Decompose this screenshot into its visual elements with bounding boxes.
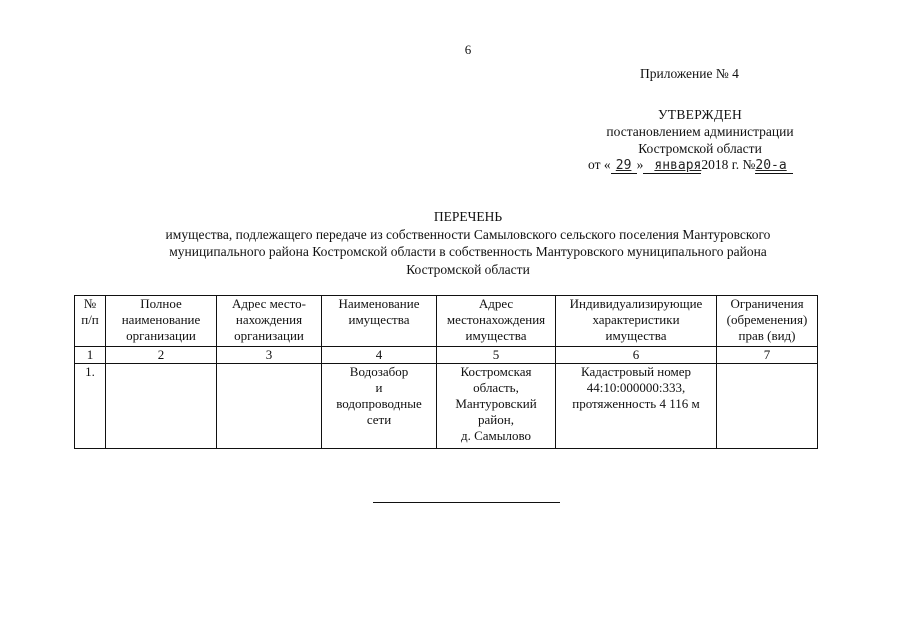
title-line-2: муниципального района Костромской области в собственность Мантуровского муниципального района	[169, 244, 767, 259]
closing-divider	[373, 502, 560, 503]
header-cell	[322, 296, 437, 347]
cell-line: и	[375, 380, 383, 395]
date-prefix: от «	[588, 157, 611, 172]
column-number: 4	[322, 347, 437, 364]
table-cell	[106, 364, 217, 449]
column-number: 6	[556, 347, 717, 364]
approval-line-1: постановлением администрации	[606, 124, 794, 139]
header-line: имущества	[605, 328, 667, 343]
date-month: января	[654, 158, 702, 173]
date-year-number: 2018 г. №	[701, 157, 756, 172]
table-row	[75, 364, 818, 449]
column-number: 7	[717, 347, 818, 364]
approval-line-2: Костромской области	[638, 141, 762, 156]
header-line: имущества	[348, 312, 410, 327]
document-number: 20-а	[755, 158, 787, 173]
header-line: местонахождения	[446, 312, 546, 327]
header-line: организации	[234, 328, 304, 343]
title-line-1: имущества, подлежащего передаче из собственности Самыловского сельского поселения Мантуровского	[165, 226, 771, 242]
approval-block	[560, 106, 840, 157]
table-header-row	[75, 296, 818, 347]
header-line: п/п	[81, 312, 99, 327]
document-title	[60, 208, 876, 278]
title-line-3: Костромской области	[406, 261, 530, 277]
header-cell	[556, 296, 717, 347]
table-cell	[75, 364, 106, 449]
header-line: Наименование	[338, 296, 420, 311]
cell-line: Кадастровый номер	[580, 364, 692, 379]
appendix-label: Приложение № 4	[640, 66, 739, 81]
header-line: Полное	[140, 296, 182, 311]
cell-line: область,	[473, 380, 519, 395]
header-line: (обременения)	[726, 312, 808, 327]
header-line: организации	[126, 328, 196, 343]
date-day-field	[611, 157, 637, 174]
header-cell	[75, 296, 106, 347]
header-line: Адрес	[478, 296, 514, 311]
cell-line: район,	[478, 412, 514, 427]
approval-title: УТВЕРЖДЕН	[657, 107, 743, 122]
header-line: имущества	[465, 328, 527, 343]
cell-line: 44:10:000000:333,	[586, 380, 686, 395]
header-line: Ограничения	[730, 296, 804, 311]
title-heading: ПЕРЕЧЕНЬ	[433, 209, 503, 224]
cell-line: протяженность 4 116 м	[572, 396, 700, 411]
header-line: Индивидуализирующие	[569, 296, 703, 311]
cell-line: д. Самылово	[460, 428, 532, 443]
header-line: наименование	[121, 312, 201, 327]
cell-line: водопроводные	[336, 396, 422, 411]
column-number: 1	[75, 347, 106, 364]
cell-line: Костромская	[460, 364, 532, 379]
header-cell	[437, 296, 556, 347]
header-line: прав (вид)	[738, 328, 796, 343]
date-day-close: »	[636, 157, 644, 172]
table-cell	[217, 364, 322, 449]
column-number: 2	[106, 347, 217, 364]
header-cell	[106, 296, 217, 347]
page-number: 6	[464, 42, 472, 57]
date-month-field	[643, 157, 701, 174]
column-number: 5	[437, 347, 556, 364]
cell-line: 1.	[85, 364, 95, 379]
table-cell	[717, 364, 818, 449]
cell-line: Мантуровский	[455, 396, 537, 411]
header-line: №	[83, 296, 97, 311]
column-number-row	[75, 347, 818, 364]
cell-line: сети	[366, 412, 392, 427]
header-cell	[217, 296, 322, 347]
document-number-field	[755, 157, 793, 174]
header-line: нахождения	[235, 312, 303, 327]
table-cell	[322, 364, 437, 449]
table-cell	[437, 364, 556, 449]
table-cell	[556, 364, 717, 449]
header-line: Адрес место-	[231, 296, 307, 311]
date-day: 29	[615, 158, 632, 173]
column-number: 3	[217, 347, 322, 364]
header-line: характеристики	[592, 312, 680, 327]
property-table	[74, 295, 818, 449]
cell-line: Водозабор	[349, 364, 409, 379]
header-cell	[717, 296, 818, 347]
approval-date-line	[588, 157, 793, 174]
